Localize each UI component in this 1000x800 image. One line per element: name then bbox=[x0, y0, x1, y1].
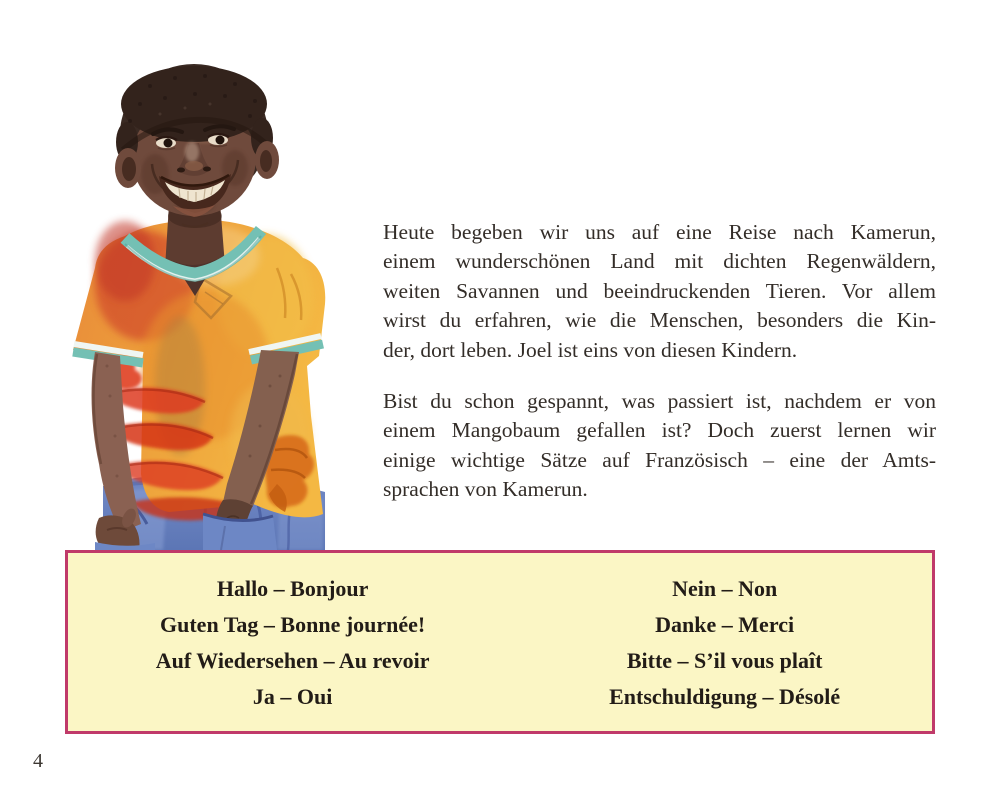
paragraph-line: einem wunderschönen Land mit dichten Regenwäldern, bbox=[383, 249, 936, 274]
phrase-pair: Entschuldigung – Désolé bbox=[609, 684, 841, 709]
boy-illustration bbox=[55, 56, 355, 550]
page-number: 4 bbox=[33, 750, 43, 772]
paragraph-line: der, dort leben. Joel ist eins von diesen Kindern. bbox=[383, 337, 798, 362]
phrase-pair: Danke – Merci bbox=[655, 612, 795, 637]
phrase-pair: Nein – Non bbox=[672, 576, 778, 601]
paragraph-line: einige wichtige Sätze auf Französisch – eine der Amts- bbox=[383, 447, 936, 472]
phrase-column-right bbox=[517, 571, 932, 731]
intro-text bbox=[383, 218, 936, 505]
phrase-column-left bbox=[68, 571, 517, 731]
head-graphic bbox=[115, 64, 279, 227]
phrase-pair: Bitte – S’il vous plaît bbox=[626, 648, 823, 673]
phrase-pair: Guten Tag – Bonne journée! bbox=[160, 612, 426, 637]
paragraph-1 bbox=[383, 218, 936, 365]
phrase-pair: Auf Wiedersehen – Au revoir bbox=[155, 648, 430, 673]
paragraph-2 bbox=[383, 387, 936, 505]
phrase-box bbox=[65, 550, 935, 734]
phrase-pair: Hallo – Bonjour bbox=[216, 576, 369, 601]
paragraph-line: Heute begeben wir uns auf eine Reise nach Kamerun, bbox=[383, 220, 936, 244]
paragraph-line: einem Mangobaum gefallen ist? Doch zuerst lernen wir bbox=[383, 418, 936, 443]
paragraph-line: Bist du schon gespannt, was passiert ist, nachdem er von bbox=[383, 389, 936, 414]
paragraph-line: sprachen von Kamerun. bbox=[383, 477, 588, 502]
phrase-pair: Ja – Oui bbox=[252, 684, 333, 709]
paragraph-line: weiten Savannen und beeindruckenden Tieren. Vor allem bbox=[383, 278, 936, 303]
paragraph-line: wirst du erfahren, wie die Menschen, besonders die Kin- bbox=[383, 308, 936, 333]
